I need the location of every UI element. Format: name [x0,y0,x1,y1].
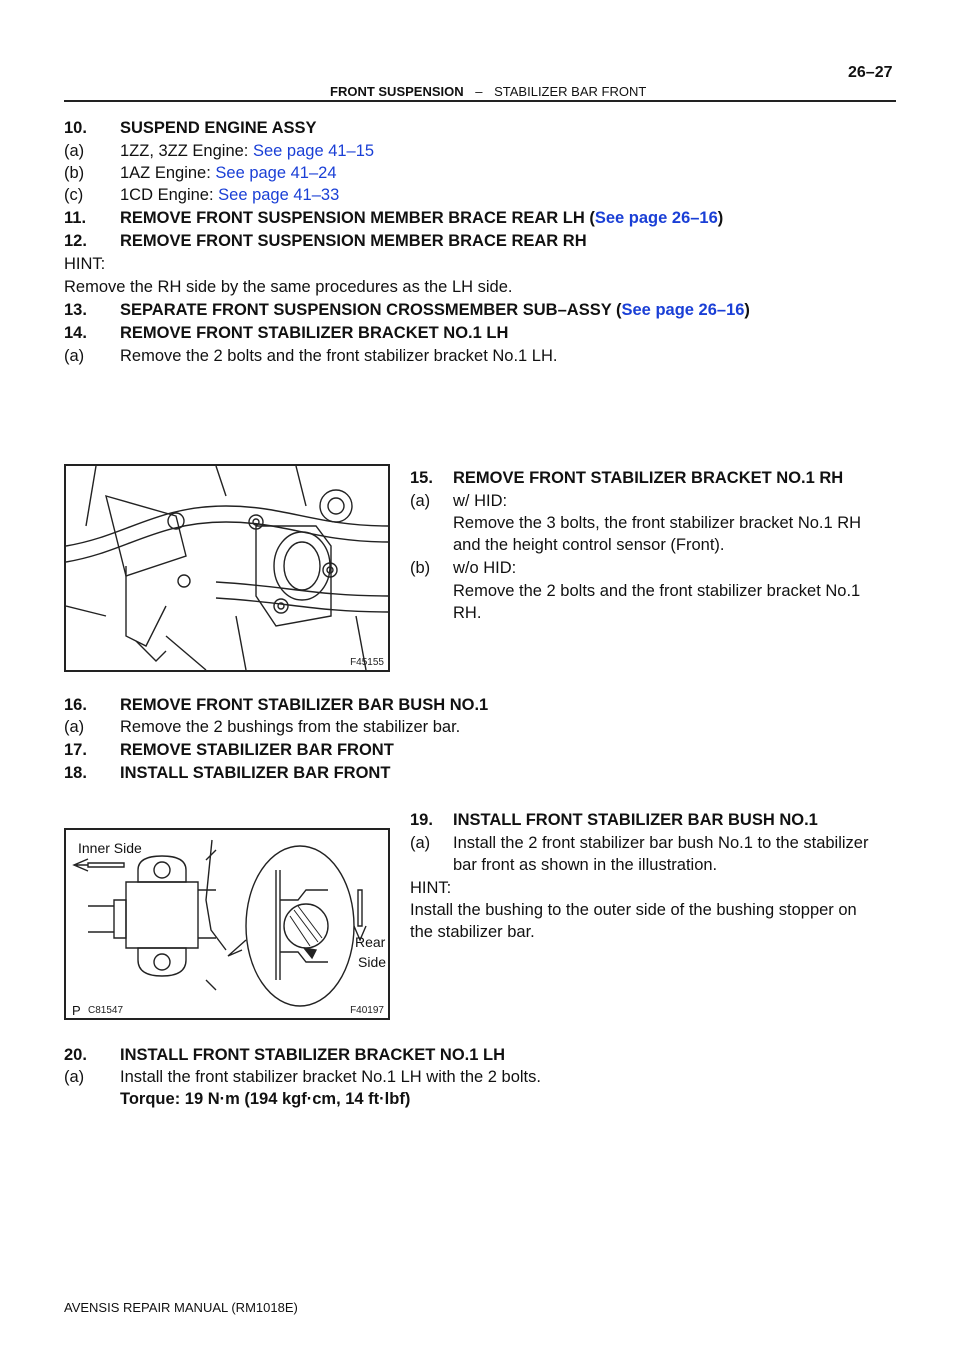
bushing-illustration [66,830,388,1018]
hint-label: HINT: [64,255,106,273]
step-14: 14. REMOVE FRONT STABILIZER BRACKET NO.1 LH [64,324,509,342]
header-section: FRONT SUSPENSION [330,84,464,99]
step-19a-line2: bar front as shown in the illustration. [453,856,718,874]
see-page-link[interactable]: See page 41–24 [215,164,337,182]
side-label: Side [358,954,387,970]
rear-label: Rear [355,934,386,950]
step-19: 19. INSTALL FRONT STABILIZER BAR BUSH NO.1 [410,811,818,829]
figure-bushing [64,828,390,1020]
step-16a: (a) Remove the 2 bushings from the stabilizer bar. [64,718,461,736]
see-page-link[interactable]: See page 26–16 [594,209,718,227]
page-number: 26–27 [848,64,893,81]
step-17: 17. REMOVE STABILIZER BAR FRONT [64,741,394,759]
header-rule [64,100,896,102]
see-page-link[interactable]: See page 26–16 [621,301,745,319]
step-15a-line1: Remove the 3 bolts, the front stabilizer bracket No.1 RH [453,514,862,532]
step-15a-line2: and the height control sensor (Front). [453,536,725,554]
see-page-link[interactable]: See page 41–15 [252,142,375,160]
step-15b: (b) w/o HID: [410,559,517,577]
step-10c: (c) 1CD Engine: See page 41–33 [64,186,340,204]
step-20a: (a) Install the front stabilizer bracket No.1 LH with the 2 bolts. [64,1068,541,1086]
step-15: 15. REMOVE FRONT STABILIZER BRACKET NO.1 RH [410,469,844,487]
step-19a: (a) Install the 2 front stabilizer bar bush No.1 to the stabilizer [410,834,869,852]
header-separator: – [475,84,483,99]
footer: AVENSIS REPAIR MANUAL (RM1018E) [64,1300,298,1315]
p-mark: P [72,1003,81,1018]
figure-code: F40197 [350,1005,384,1016]
step-10b: (b) 1AZ Engine: See page 41–24 [64,164,337,182]
step-11: 11. REMOVE FRONT SUSPENSION MEMBER BRACE REAR LH (See page 26–16) [64,209,724,227]
step-16: 16. REMOVE FRONT STABILIZER BAR BUSH NO.1 [64,696,489,714]
torque-spec: Torque: 19 N·m (194 kgf·cm, 14 ft·lbf) [120,1090,411,1108]
hint-text-line1: Install the bushing to the outer side of the bushing stopper on [410,901,857,919]
figure-code-secondary: C81547 [88,1005,124,1016]
step-13: 13. SEPARATE FRONT SUSPENSION CROSSMEMBER SUB–ASSY (See page 26–16) [64,301,750,319]
step-12: 12. REMOVE FRONT SUSPENSION MEMBER BRACE REAR RH [64,232,587,250]
step-20: 20. INSTALL FRONT STABILIZER BRACKET NO.1 LH [64,1046,505,1064]
step-15b-line1: Remove the 2 bolts and the front stabilizer bracket No.1 [453,582,861,600]
figure-code: F45155 [350,657,384,668]
step-15b-line2: RH. [453,604,482,622]
step-18: 18. INSTALL STABILIZER BAR FRONT [64,764,391,782]
step-10a: (a) 1ZZ, 3ZZ Engine: See page 41–15 [64,142,375,160]
hint-text-line2: the stabilizer bar. [410,923,535,941]
inner-side-label: Inner Side [78,840,142,856]
step-10: 10. SUSPEND ENGINE ASSY [64,119,317,137]
hint-label: HINT: [410,879,452,897]
see-page-link[interactable]: See page 41–33 [218,186,340,204]
figure-bracket-rh [64,464,390,672]
step-14a: (a) Remove the 2 bolts and the front stabilizer bracket No.1 LH. [64,347,558,365]
running-header [330,84,646,99]
bracket-illustration [66,466,388,670]
step-15a: (a) w/ HID: [410,492,508,510]
header-subsection: STABILIZER BAR FRONT [494,84,647,99]
hint-text: Remove the RH side by the same procedures as the LH side. [64,278,513,296]
